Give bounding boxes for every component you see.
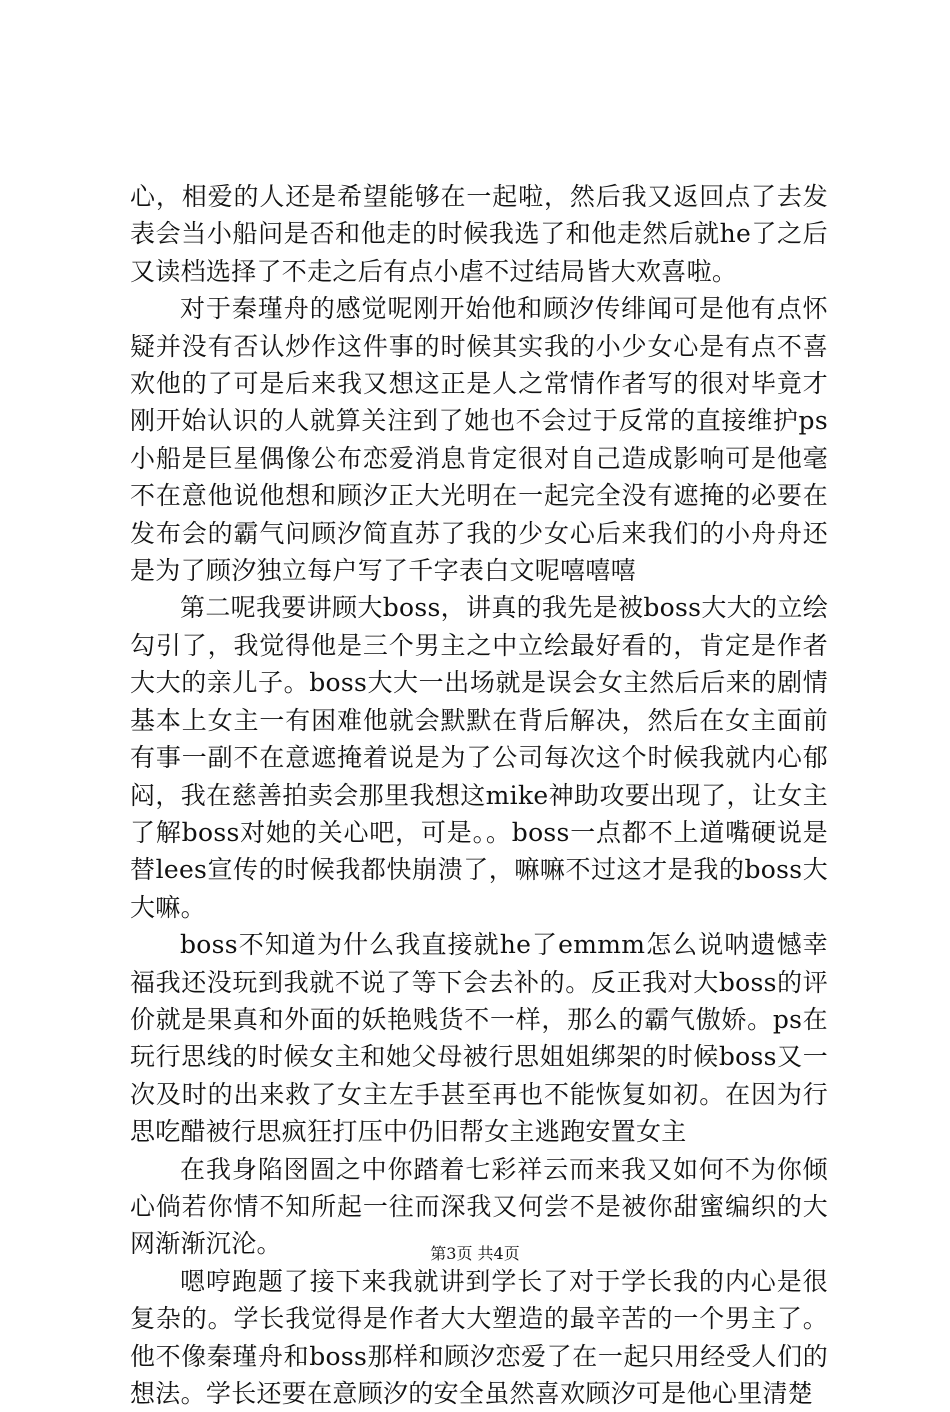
page-number-footer: 第3页 共4页 <box>430 1244 520 1263</box>
paragraph-6: 嗯哼跑题了接下来我就讲到学长了对于学长我的内心是很复杂的。学长我觉得是作者大大塑造的最辛苦的一个男主了。他不像秦瑾舟和boss那样和顾汐恋爱了在一起只用经受人们的想法。学长还要在意顾汐的安全虽然喜欢顾汐可是他心里清楚 <box>130 1266 828 1408</box>
paragraph-1: 心，相爱的人还是希望能够在一起啦，然后我又返回点了去发表会当小船问是否和他走的时候我选了和他走然后就he了之后又读档选择了不走之后有点小虐不过结局皆大欢喜啦。 <box>130 182 828 286</box>
paragraph-4: boss不知道为什么我直接就he了emmm怎么说呐遗憾幸福我还没玩到我就不说了等下会去补的。反正我对大boss的评价就是果真和外面的妖艳贱货不一样，那么的霸气傲娇。ps在玩行思线的时候女主和她父母被行思姐姐绑架的时候boss又一次及时的出来救了女主左手甚至再也不能恢复如初。在因为行思吃醋被行思疯狂打压中仍旧帮女主逃跑安置女主 <box>130 930 828 1147</box>
paragraph-2: 对于秦瑾舟的感觉呢刚开始他和顾汐传绯闻可是他有点怀疑并没有否认炒作这件事的时候其实我的小少女心是有点不喜欢他的了可是后来我又想这正是人之常情作者写的很对毕竟才刚开始认识的人就算关注到了她也不会过于反常的直接维护ps小船是巨星偶像公布恋爱消息肯定很对自己造成影响可是他毫不在意他说他想和顾汐正大光明在一起完全没有遮掩的必要在发布会的霸气问顾汐简直苏了我的少女心后来我们的小舟舟还是为了顾汐独立每户写了千字表白文呢嘻嘻嘻 <box>130 294 828 586</box>
paragraph-3: 第二呢我要讲顾大boss，讲真的我先是被boss大大的立绘勾引了，我觉得他是三个男主之中立绘最好看的，肯定是作者大大的亲儿子。boss大大一出场就是误会女主然后后来的剧情基本上女主一有困难他就会默默在背后解决，然后在女主面前有事一副不在意遮掩着说是为了公司每次这个时候我就内心郁闷，我在慈善拍卖会那里我想这mike神助攻要出现了，让女主了解boss对她的关心吧，可是。。boss一点都不上道嘴硬说是替lees宣传的时候我都快崩溃了，嘛嘛不过这才是我的boss大大嘛。 <box>130 593 828 922</box>
paragraph-5: 在我身陷囹圄之中你踏着七彩祥云而来我又如何不为你倾心倘若你情不知所起一往而深我又何尝不是被你甜蜜编织的大网渐渐沉沦。 <box>130 1154 828 1259</box>
document-body <box>130 178 828 1412</box>
